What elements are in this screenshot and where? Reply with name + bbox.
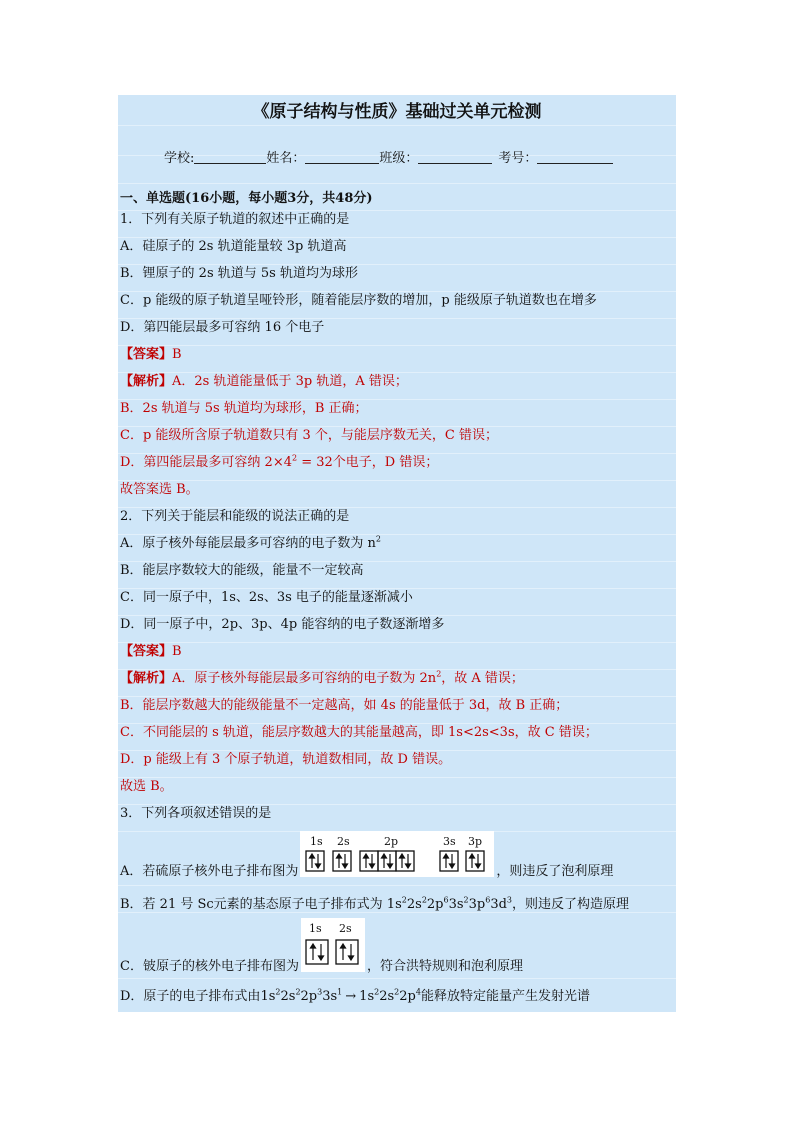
orbital-label: 3s xyxy=(443,835,457,848)
q3-option-a: A．若硫原子核外电子排布图为 1s 2s 2p 3s 3p ，则违反了泡利原理 xyxy=(120,831,613,881)
q1-explanation-c: C．p 能级所含原子轨道数只有 3 个，与能层序数无关，C 错误； xyxy=(120,428,499,443)
school-label: 学校: xyxy=(164,151,195,166)
q2-option-a: A．原子核外每能层最多可容纳的电子数为 $n^2$ xyxy=(120,534,381,551)
q2-explanation-c: C．不同能层的 s 轨道，能层序数越大的其能量越高，即 1s<2s<3s，故 C 错误； xyxy=(120,725,598,740)
q2-option-c: C．同一原子中，1s、2s、3s 电子的能量逐渐减小 xyxy=(120,590,413,605)
q1-explanation-a xyxy=(120,370,408,389)
explanation-text: A．2s 轨道能量低于 3p 轨道，A 错误； xyxy=(172,374,408,389)
q2-explanation-a: 【解析】A．原子核外每能层最多可容纳的电子数为 $2n^2$，故 A 错误； xyxy=(120,669,524,686)
q2-answer xyxy=(120,640,182,659)
beryllium-orbital-diagram xyxy=(301,918,365,976)
orbital-label: 3p xyxy=(468,835,483,848)
orbital-label: 2p xyxy=(384,835,399,848)
class-label: 班级： xyxy=(379,151,419,166)
answer-value: B xyxy=(172,644,182,659)
student-info-row xyxy=(164,147,613,166)
transition-arrow: → xyxy=(345,989,357,1004)
sulfur-orbital-diagram xyxy=(300,831,494,881)
section-heading: 一、单选题(16小题，每小题3分，共48分) xyxy=(120,191,373,206)
answer-tag: 【答案】 xyxy=(120,644,173,659)
answer-tag: 【答案】 xyxy=(120,347,173,362)
q2-stem: 2．下列关于能层和能级的说法正确的是 xyxy=(120,509,350,524)
q2-conclusion: 故选 B。 xyxy=(120,779,173,794)
q2-option-d: D．同一原子中，2p、3p、4p 能容纳的电子数逐渐增多 xyxy=(120,617,445,632)
exam-no-field[interactable] xyxy=(537,150,613,164)
q1-option-c: C．p 能级的原子轨道呈哑铃形，随着能层序数的增加，p 能级原子轨道数也在增多 xyxy=(120,293,597,308)
q2-option-b: B．能层序数较大的能级，能量不一定较高 xyxy=(120,563,364,578)
q2-explanation-d: D．p 能级上有 3 个原子轨道，轨道数相同，故 D 错误。 xyxy=(120,752,452,767)
q3-option-d: D．原子的电子排布式由$1s^22s^22p^33s^1 \to 1s^22s^22p^4$能释放特定能量产生发射光谱 xyxy=(120,987,590,1004)
analysis-tag: 【解析】 xyxy=(120,671,173,686)
q1-stem: 1．下列有关原子轨道的叙述中正确的是 xyxy=(120,212,350,227)
exam-no-label: 考号： xyxy=(498,151,538,166)
q1-option-a: A．硅原子的 2s 轨道能量较 3p 轨道高 xyxy=(120,239,347,254)
name-label: 姓名： xyxy=(266,151,306,166)
orbital-label: 2s xyxy=(338,922,352,935)
orbital-label: 2s xyxy=(337,835,351,848)
name-field[interactable] xyxy=(305,150,379,164)
q3-option-b: B．若 21 号 Sc元素的基态原子电子排布式为 $1s^22s^22p^63s^23p^63d^3$，则违反了构造原理 xyxy=(120,895,630,912)
school-field[interactable] xyxy=(194,150,266,164)
q1-explanation-b: B．2s 轨道与 5s 轨道均为球形，B 正确； xyxy=(120,401,368,416)
q1-option-d: D．第四能层最多可容纳 16 个电子 xyxy=(120,320,325,335)
orbital-label: 1s xyxy=(310,835,324,848)
class-field[interactable] xyxy=(418,150,492,164)
q2-explanation-b: B．能层序数越大的能级能量不一定越高，如 4s 的能量低于 3d，故 B 正确； xyxy=(120,698,569,713)
answer-value: B xyxy=(172,347,182,362)
q3-stem: 3．下列各项叙述错误的是 xyxy=(120,806,272,821)
analysis-tag: 【解析】 xyxy=(120,374,173,389)
q1-conclusion: 故答案选 B。 xyxy=(120,482,199,497)
q3-option-c: C．铍原子的核外电子排布图为 1s 2s ，符合洪特规则和泡利原理 xyxy=(120,918,523,976)
document-page xyxy=(118,95,676,1012)
document-title: 《原子结构与性质》基础过关单元检测 xyxy=(252,102,542,122)
q1-option-b: B．锂原子的 2s 轨道与 5s 轨道均为球形 xyxy=(120,266,358,281)
q1-answer xyxy=(120,343,182,362)
q1-explanation-d: D．第四能层最多可容纳 $2\times 4^2 = 32$个电子，D 错误； xyxy=(120,453,439,470)
orbital-label: 1s xyxy=(308,922,322,935)
